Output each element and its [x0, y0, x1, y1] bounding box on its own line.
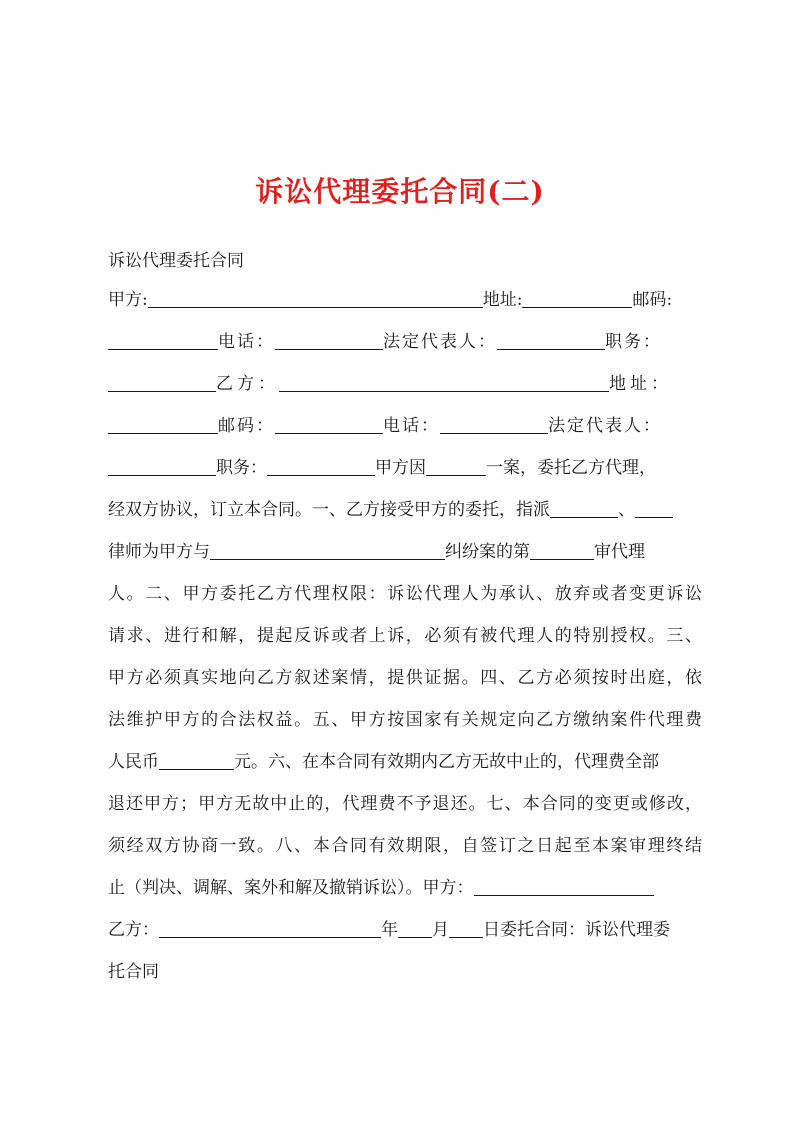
- contract-line: 请求、进行和解，提起反诉或者上诉，必须有被代理人的特别授权。三、: [108, 626, 702, 646]
- line-text: 一案，委托乙方代理，: [486, 458, 656, 478]
- fill-in-blank: [275, 415, 383, 434]
- fill-in-blank: [267, 457, 375, 476]
- contract-line: 须经双方协商一致。八、本合同有效期限，自签订之日起至本案审理终结: [108, 836, 702, 856]
- contract-line: [108, 498, 702, 522]
- contract-line: [108, 750, 702, 774]
- line-text: 经双方协议，订立本合同。一、乙方接受甲方的委托，指派: [108, 500, 550, 520]
- line-text: 纠纷案的第: [445, 542, 530, 562]
- contract-line: [108, 456, 702, 480]
- line-text: 乙方：: [108, 920, 159, 940]
- line-text: 邮码:: [632, 290, 673, 310]
- line-text: 乙方：: [216, 374, 279, 394]
- document-title: 诉讼代理委托合同(二): [255, 175, 545, 208]
- fill-in-blank: [159, 751, 234, 770]
- fill-in-blank: [550, 499, 618, 518]
- fill-in-blank: [108, 373, 216, 392]
- contract-line: [108, 876, 702, 900]
- line-text: 甲方:: [108, 290, 148, 310]
- fill-in-blank: [522, 289, 632, 308]
- fill-in-blank: [449, 919, 483, 938]
- line-text: 、: [618, 500, 635, 520]
- line-text: 职务：: [216, 458, 267, 478]
- line-text: 电话：: [383, 416, 440, 436]
- fill-in-blank: [108, 457, 216, 476]
- contract-line: 托合同: [108, 962, 159, 982]
- fill-in-blank: [210, 541, 445, 560]
- fill-in-blank: [440, 415, 548, 434]
- line-text: 法定代表人：: [548, 416, 662, 436]
- contract-line: [108, 918, 702, 942]
- line-text: 职务：: [605, 332, 662, 352]
- line-text: 地址:: [482, 290, 523, 310]
- contract-line: 人。二、甲方委托乙方代理权限：诉讼代理人为承认、放弃或者变更诉讼: [108, 584, 702, 604]
- contract-line: [108, 372, 702, 396]
- document-subtitle: 诉讼代理委托合同: [108, 251, 244, 271]
- fill-in-blank: [108, 415, 218, 434]
- fill-in-blank: [279, 373, 609, 392]
- contract-line: [108, 288, 702, 312]
- fill-in-blank: [275, 331, 383, 350]
- fill-in-blank: [635, 499, 673, 518]
- contract-line: 法维护甲方的合法权益。五、甲方按国家有关规定向乙方缴纳案件代理费: [108, 710, 702, 730]
- line-text: 人民币: [108, 752, 159, 772]
- fill-in-blank: [530, 541, 594, 560]
- line-text: 审代理: [594, 542, 645, 562]
- line-text: 止（判决、调解、案外和解及撤销诉讼）。甲方：: [108, 878, 474, 898]
- line-text: 甲方因: [375, 458, 426, 478]
- fill-in-blank: [148, 289, 483, 308]
- line-text: 电话：: [218, 332, 275, 352]
- fill-in-blank: [497, 331, 605, 350]
- line-text: 律师为甲方与: [108, 542, 210, 562]
- line-text: 法定代表人：: [383, 332, 497, 352]
- contract-line: [108, 414, 702, 438]
- fill-in-blank: [426, 457, 486, 476]
- line-text: 年: [381, 920, 398, 940]
- fill-in-blank: [398, 919, 432, 938]
- contract-line: 退还甲方；甲方无故中止的，代理费不予退还。七、本合同的变更或修改，: [108, 794, 702, 814]
- fill-in-blank: [159, 919, 381, 938]
- line-text: 日委托合同：诉讼代理委: [483, 920, 670, 940]
- contract-line: [108, 540, 702, 564]
- line-text: 元。六、在本合同有效期内乙方无故中止的，代理费全部: [234, 752, 659, 772]
- contract-line: 甲方必须真实地向乙方叙述案情，提供证据。四、乙方必须按时出庭，依: [108, 668, 702, 688]
- fill-in-blank: [108, 331, 218, 350]
- line-text: 月: [432, 920, 449, 940]
- line-text: 地址：: [609, 374, 672, 394]
- contract-line: [108, 330, 702, 354]
- line-text: 邮码：: [218, 416, 275, 436]
- fill-in-blank: [474, 877, 654, 896]
